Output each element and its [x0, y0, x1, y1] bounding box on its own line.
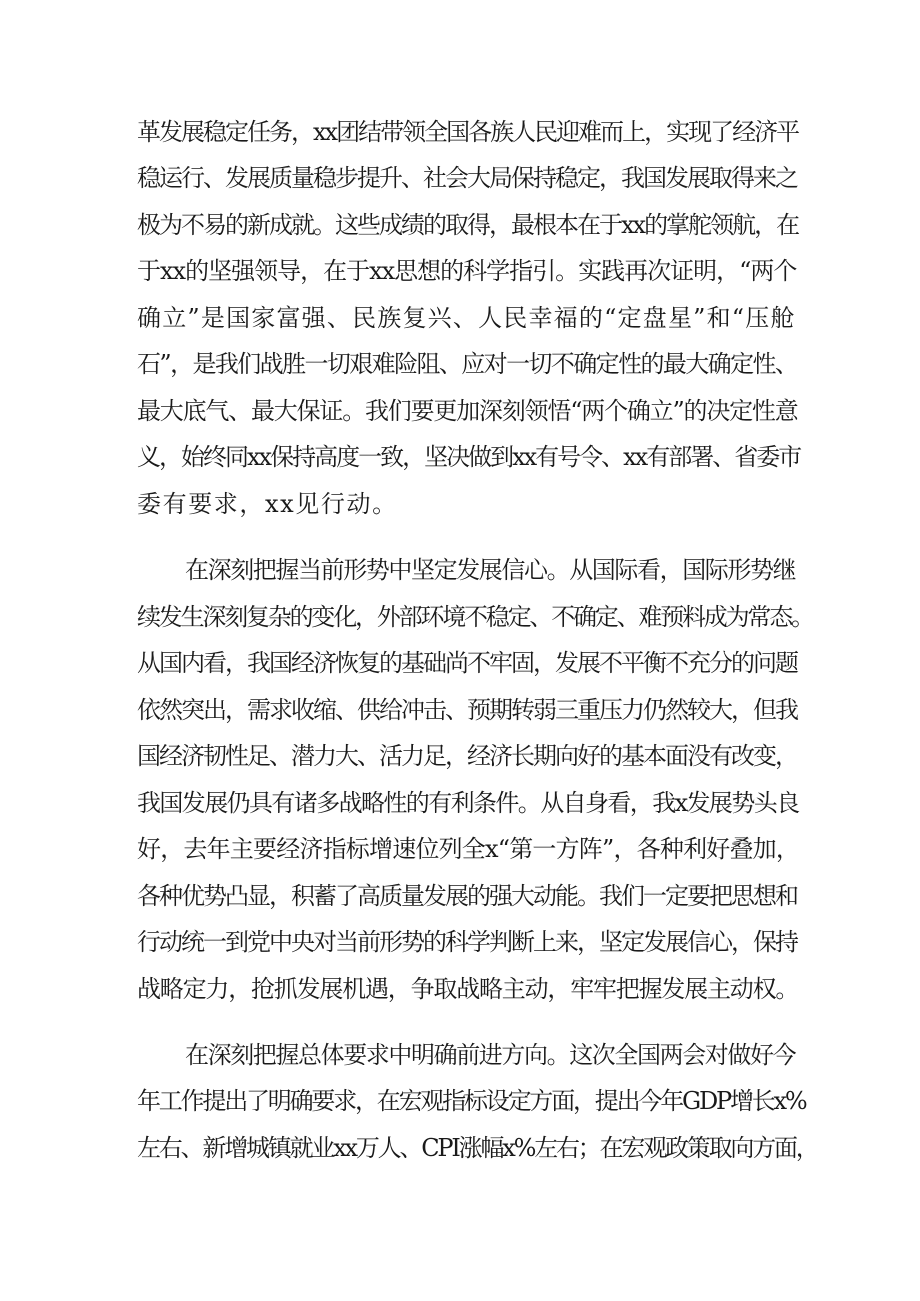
text-line: 行动统一到党中央对当前形势的科学判断上来，坚定发展信心，保持	[137, 928, 797, 956]
text-line: 左右、新增城镇就业xx万人、CPI涨幅x%左右；在宏观政策取向方面，	[137, 1134, 818, 1162]
text-line: 极为不易的新成就。这些成绩的取得，最根本在于xx的掌舵领航，在	[137, 211, 799, 239]
text-line: 在深刻把握当前形势中坚定发展信心。从国际看，国际形势继	[185, 556, 796, 584]
text-line: 革发展稳定任务，xx团结带领全国各族人民迎难而上，实现了经济平	[137, 118, 799, 146]
text-line: 义，始终同xx保持高度一致，坚决做到xx有号令、xx有部署、省委市	[137, 443, 801, 471]
text-line: 好，去年主要经济指标增速位列全x“第一方阵”，各种利好叠加，	[137, 835, 800, 863]
text-line: 从国内看，我国经济恢复的基础尚不牢固，发展不平衡不充分的问题	[137, 649, 797, 677]
text-line: 国经济韧性足、潜力大、活力足，经济长期向好的基本面没有改变，	[137, 742, 797, 770]
text-line: 在深刻把握总体要求中明确前进方向。这次全国两会对做好今	[185, 1041, 796, 1069]
text-line: 各种优势凸显，积蓄了高质量发展的强大动能。我们一定要把思想和	[137, 882, 797, 910]
text-line: 年工作提出了明确要求，在宏观指标设定方面，提出今年GDP增长x%	[137, 1087, 806, 1115]
text-line: 我国发展仍具有诸多战略性的有利条件。从自身看，我x发展势头良	[137, 789, 799, 817]
text-line: 战略定力，抢抓发展机遇，争取战略主动，牢牢把握发展主动权。	[137, 975, 799, 1003]
text-line: 最大底气、最大保证。我们要更加深刻领悟“两个确立”的决定性意	[137, 397, 798, 425]
text-line: 确立”是国家富强、民族复兴、人民幸福的“定盘星”和“压舱	[137, 304, 796, 332]
text-line: 续发生深刻复杂的变化，外部环境不稳定、不确定、难预料成为常态。	[137, 603, 813, 631]
text-line: 依然突出，需求收缩、供给冲击、预期转弱三重压力仍然较大，但我	[137, 696, 797, 724]
text-line: 石”，是我们战胜一切艰难险阻、应对一切不确定性的最大确定性、	[137, 350, 798, 378]
text-line: 委有要求，xx见行动。	[137, 490, 398, 518]
text-line: 于xx的坚强领导，在于xx思想的科学指引。实践再次证明，“两个	[137, 257, 797, 285]
text-line: 稳运行、发展质量稳步提升、社会大局保持稳定，我国发展取得来之	[137, 164, 797, 192]
